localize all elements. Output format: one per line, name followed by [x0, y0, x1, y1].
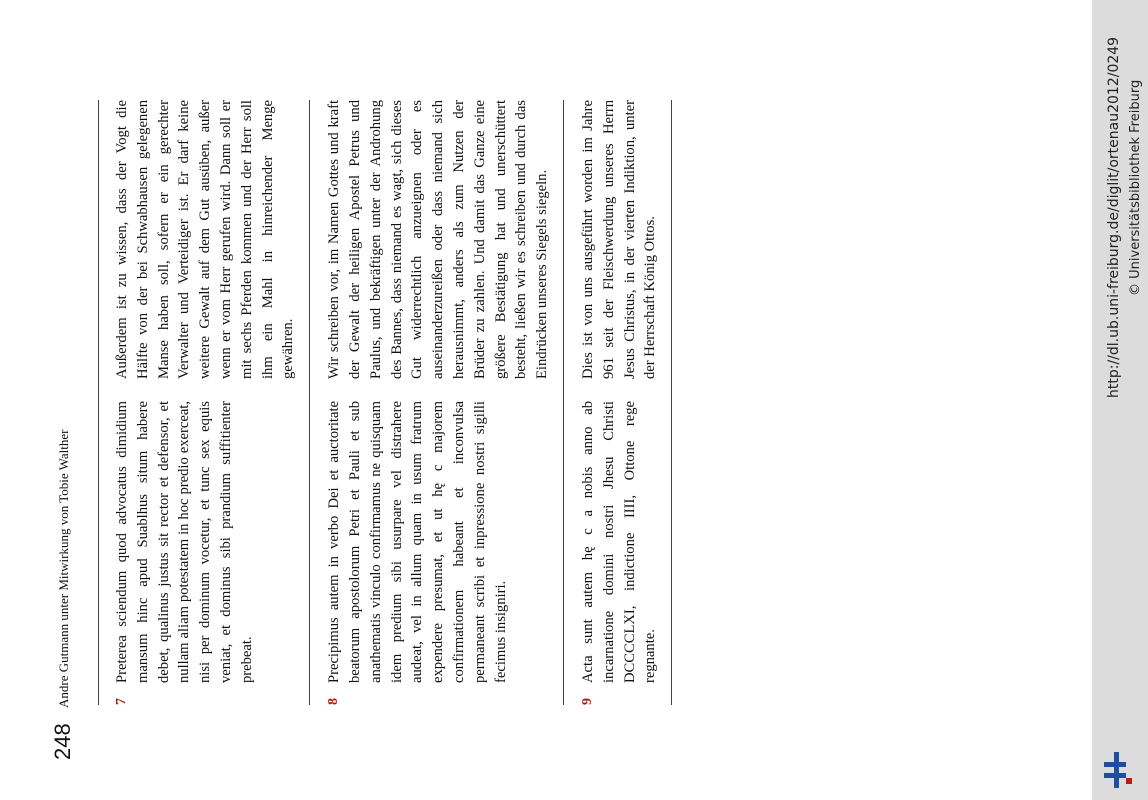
- entry-number: 8: [326, 698, 342, 705]
- entry-8: [310, 100, 564, 705]
- latin-text: Preterea sciendum quod advocatus dimidium mansum hinc apud Suablhus situm habere debet, qualinus justus sit rector et defensor, et nullam aliam potestatem in hoc predio exerceat, nisi per dominum vocetur, et tunc sex equis veniat, et dominus sibi prandium suffitienter prebeat.: [114, 401, 255, 683]
- source-url[interactable]: http://dl.ub.uni-freiburg.de/diglit/ortenau2012/0249: [1106, 36, 1122, 398]
- ub-freiburg-logo-icon: [1098, 748, 1142, 792]
- entry-number: 9: [579, 698, 595, 705]
- german-translation: Außerdem ist zu wissen, dass der Vogt die Hälfte von der bei Schwabhausen gelegenen Manse haben soll, sofern er ein gerechter Verwalter und Verteidiger ist. Er darf keine weitere Gewalt auf dem Gut ausüben, außer wenn er vom Herr gerufen wird. Dann soll er mit sechs Pferden kommen und der Herr soll ihm ein Mahl in hinreichender Menge gewähren.: [114, 100, 297, 379]
- logo-bar-vertical: [1114, 752, 1119, 788]
- german-translation: Dies ist von uns ausgeführt worden im Jahre 961 seit der Fleischwerdung unseres Herrn Jesus Christus, in der vierten Indiktion, unter der Herrschaft König Ottos.: [579, 100, 659, 379]
- entry-9: [564, 100, 672, 705]
- parallel-text-table: [98, 100, 672, 705]
- document-page: [50, 0, 1130, 800]
- german-translation: Wir schreiben vor, im Namen Gottes und kraft der Gewalt der heiligen Apostel Petrus und Paulus, und bekräftigen unter der Androhung des Bannes, dass niemand es wagt, sich dieses Gut widerrechtlich anzueignen oder es auseinanderzureißen oder dass niemand sich herausnimmt, anders als zum Nutzen der Brüder zu zahlen. Und damit das Ganze eine größere Bestätigung hat und unerschüttert besteht, ließen wir es schreiben und durch das Eindrücken unseres Siegels siegeln.: [326, 100, 551, 379]
- page-number: 248: [50, 723, 75, 760]
- entry-7: [98, 100, 310, 705]
- running-head: Andre Gutmann unter Mitwirkung von Tobie Walther: [56, 429, 71, 708]
- latin-text: Acta sunt autem hę c a nobis anno ab incarnatione domini nostri Jhesu Christi DCCCCLXI, indictione IIII, Ottone rege regnante.: [579, 401, 659, 683]
- copyright-notice: © Universitätsbibliothek Freiburg: [1128, 79, 1143, 296]
- entry-number: 7: [114, 698, 129, 705]
- logo-accent: [1126, 778, 1132, 784]
- latin-text: Precipimus autem in verbo Dei et auctoritate beatorum apostolorum Petri et Pauli et sub anathematis vinculo confirmamus ne quisquam idem predium sibi usurpare vel distrahere audeat, vel in allum quam in usum fratrum expendere presumat, et ut hę c majorem confirmationem habeant et inconvulsa permaneant scribi et inpressione nostri sigilli fecimus insigniri.: [326, 401, 509, 683]
